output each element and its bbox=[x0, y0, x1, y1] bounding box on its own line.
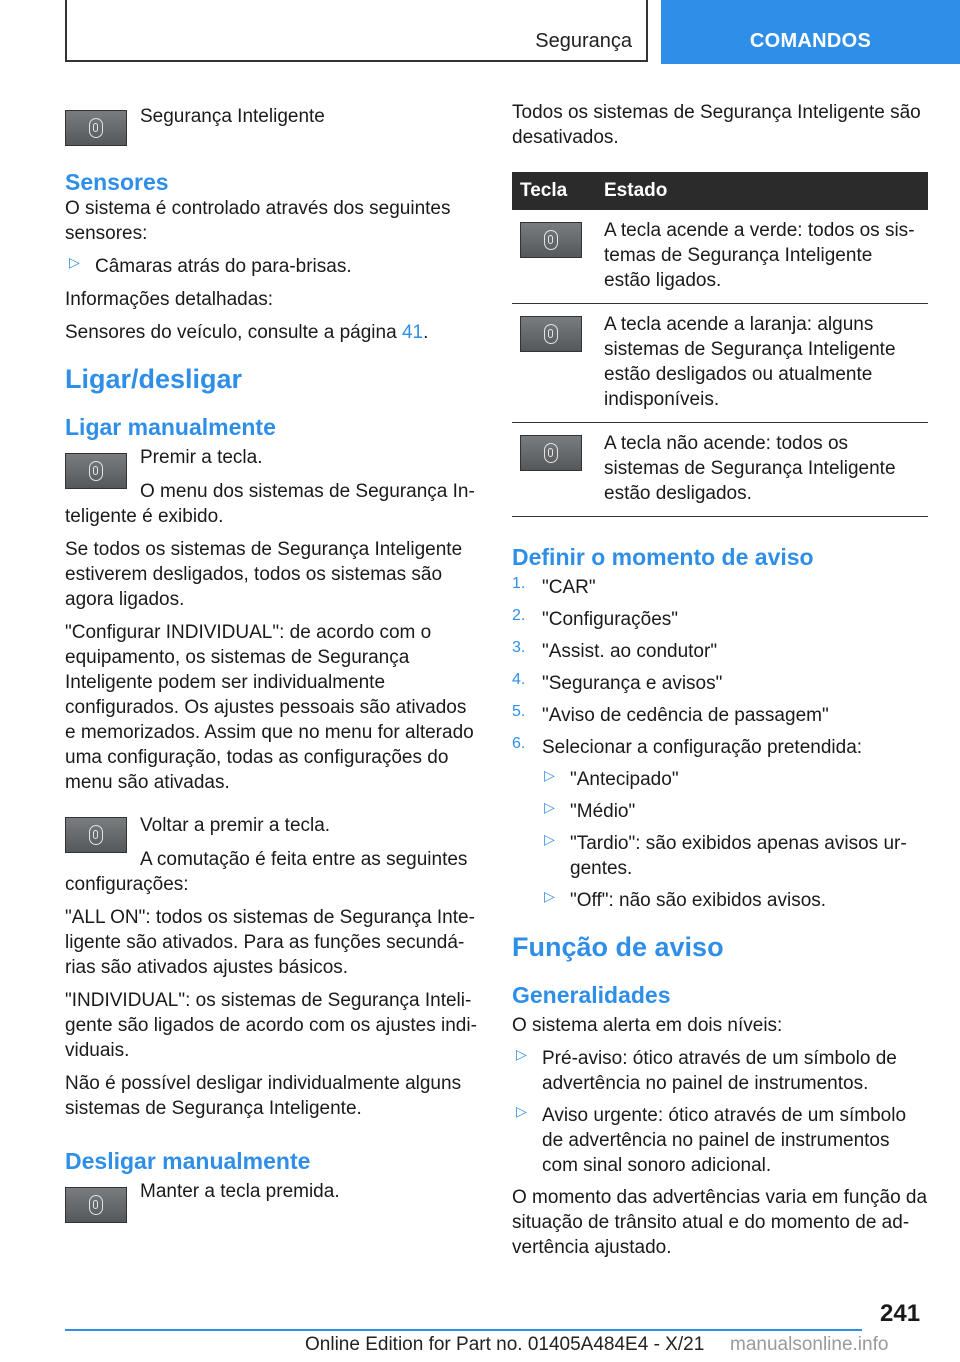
assist-button-icon bbox=[544, 324, 558, 344]
triangle-bullet-icon: ▷ bbox=[544, 888, 555, 904]
heading-generalidades: Generalidades bbox=[512, 982, 671, 1008]
table-cell-state: A tecla não acende: todos os sistemas de Segurança Inteligente estão desligados. bbox=[596, 423, 928, 517]
table-cell-state: A tecla acende a laranja: alguns sistemas de Segurança Inteligente estão desligados ou atualmente indisponíveis. bbox=[596, 304, 928, 423]
table-row bbox=[512, 210, 928, 304]
step-text: Selecionar a configuração pretendida: bbox=[542, 737, 863, 758]
step-text: "Aviso de cedência de passagem" bbox=[542, 705, 829, 726]
assist-button-icon bbox=[89, 118, 103, 138]
menu-shown-text: O menu dos sistemas de Segurança Inteligente é exibido. bbox=[65, 481, 475, 527]
list-item bbox=[512, 703, 928, 728]
table-cell-state: A tecla acende a verde: todos os sistemas de Segurança Inteligente estão ligados. bbox=[596, 210, 928, 304]
list-item bbox=[512, 831, 928, 881]
list-item bbox=[65, 254, 477, 279]
heading-desligar-manualmente: Desligar manualmente bbox=[65, 1148, 311, 1174]
all-disabled-text: Todos os sistemas de Segurança Inteligente são desativados. bbox=[512, 102, 921, 148]
safety-button-image bbox=[65, 1187, 127, 1223]
list-item bbox=[512, 735, 928, 760]
triangle-bullet-icon: ▷ bbox=[69, 254, 80, 270]
step-number: 5. bbox=[512, 703, 526, 720]
page-reference-end: . bbox=[423, 322, 429, 343]
warning-level-text: Pré-aviso: ótico através de um símbolo de advertência no painel de instrumentos. bbox=[542, 1048, 897, 1094]
step-number: 1. bbox=[512, 575, 526, 592]
button-instruction bbox=[65, 445, 477, 483]
list-item bbox=[512, 1046, 928, 1096]
list-item bbox=[512, 767, 928, 792]
key-state-table bbox=[512, 172, 928, 517]
intro-label: Segurança Inteligente bbox=[140, 106, 325, 127]
triangle-bullet-icon: ▷ bbox=[516, 1103, 527, 1119]
warning-timing-text: O momento das advertências varia em função da situação de trânsito atual e do momento de advertência ajustado. bbox=[512, 1187, 928, 1258]
table-cell-key bbox=[512, 210, 596, 304]
list-item bbox=[512, 1103, 928, 1178]
all-off-text: Se todos os sistemas de Segurança Inteligente estiverem desligados, todos os sistemas são agora ligados. bbox=[65, 539, 463, 610]
press-again-text: Voltar a premir a tecla. bbox=[140, 815, 331, 836]
safety-button-image bbox=[65, 453, 127, 489]
substep-text: "Médio" bbox=[570, 801, 636, 822]
safety-button-image bbox=[520, 435, 582, 471]
header-chapter-tab[interactable] bbox=[661, 0, 960, 64]
step-text: "Assist. ao condutor" bbox=[542, 641, 718, 662]
safety-button-image bbox=[520, 222, 582, 258]
assist-button-icon bbox=[544, 230, 558, 250]
left-column bbox=[65, 100, 477, 1217]
table-header-row bbox=[512, 172, 928, 210]
safety-button-image bbox=[65, 110, 127, 146]
table-cell-key bbox=[512, 304, 596, 423]
step-text: "Segurança e avisos" bbox=[542, 673, 723, 694]
not-possible-text: Não é possível desligar individualmente alguns sistemas de Segurança Inteligente. bbox=[65, 1073, 462, 1119]
triangle-bullet-icon: ▷ bbox=[544, 799, 555, 815]
two-levels-text: O sistema alerta em dois níveis: bbox=[512, 1015, 783, 1036]
list-item bbox=[512, 799, 928, 824]
step-number: 3. bbox=[512, 639, 526, 656]
table-header-estado: Estado bbox=[596, 172, 928, 210]
heading-funcao-aviso: Função de aviso bbox=[512, 932, 724, 962]
step-number: 4. bbox=[512, 671, 526, 688]
page-reference-text: Sensores do veículo, consulte a página bbox=[65, 322, 402, 343]
right-column bbox=[512, 100, 928, 1260]
list-item bbox=[512, 575, 928, 600]
detail-label: Informações detalhadas: bbox=[65, 289, 274, 310]
press-key-text: Premir a tecla. bbox=[140, 447, 263, 468]
step-number: 6. bbox=[512, 735, 526, 752]
substep-text: "Off": não são exibidos avisos. bbox=[570, 890, 827, 911]
individual-config-text: "Configurar INDIVIDUAL": de acordo com o equipamento, os sistemas de Segurança Inteligente podem ser individualmente configurados. Os ajustes pessoais são ativados e memorizados. Assim que no menu for alterado uma configuração, todas as configurações do menu são ativadas. bbox=[65, 622, 474, 793]
step-number: 2. bbox=[512, 607, 526, 624]
substep-text: "Antecipado" bbox=[570, 769, 679, 790]
switch-configs-text: A comutação é feita entre as seguintes configurações: bbox=[65, 849, 468, 895]
heading-ligar-desligar: Ligar/desligar bbox=[65, 364, 243, 394]
page-number: 241 bbox=[880, 1300, 921, 1327]
warning-level-text: Aviso urgente: ótico através de um símbolo de advertência no painel de instrumentos com sinal sonoro adicional. bbox=[542, 1105, 907, 1176]
step-text: "CAR" bbox=[542, 577, 596, 598]
sensores-bullet: Câmaras atrás do para-brisas. bbox=[95, 256, 352, 277]
heading-definir-aviso: Definir o momento de aviso bbox=[512, 544, 814, 570]
substep-text: "Tardio": são exibidos apenas avisos urgentes. bbox=[570, 833, 907, 879]
step-text: "Configurações" bbox=[542, 609, 679, 630]
footer-divider bbox=[65, 1329, 862, 1331]
header-chapter-title: COMANDOS bbox=[749, 30, 872, 52]
heading-ligar-manualmente: Ligar manualmente bbox=[65, 414, 276, 440]
footer-watermark: manualsonline.info bbox=[730, 1334, 889, 1355]
assist-button-icon bbox=[89, 1195, 103, 1215]
table-header-tecla: Tecla bbox=[512, 172, 596, 210]
page-reference bbox=[65, 320, 477, 345]
table-row bbox=[512, 423, 928, 517]
header-section-title: Segurança bbox=[535, 30, 632, 52]
assist-button-icon bbox=[89, 461, 103, 481]
button-instruction bbox=[65, 813, 477, 851]
list-item bbox=[512, 607, 928, 632]
header-section-box bbox=[65, 0, 648, 62]
button-instruction bbox=[65, 1179, 477, 1217]
list-item bbox=[512, 671, 928, 696]
all-on-text: "ALL ON": todos os sistemas de Segurança Inteligente são ativados. Para as funções secundárias são ativados ajustes básicos. bbox=[65, 907, 475, 978]
assist-button-icon bbox=[544, 443, 558, 463]
hold-key-text: Manter a tecla premida. bbox=[140, 1181, 340, 1202]
triangle-bullet-icon: ▷ bbox=[544, 831, 555, 847]
sensores-paragraph: O sistema é controlado através dos seguintes sensores: bbox=[65, 198, 451, 244]
table-cell-key bbox=[512, 423, 596, 517]
footer-edition: Online Edition for Part no. 01405A484E4 - X/21 bbox=[305, 1334, 705, 1355]
triangle-bullet-icon: ▷ bbox=[516, 1046, 527, 1062]
page-link[interactable]: 41 bbox=[401, 322, 424, 343]
list-item bbox=[512, 888, 928, 913]
safety-button-image bbox=[65, 817, 127, 853]
list-item bbox=[512, 639, 928, 664]
heading-sensores: Sensores bbox=[65, 169, 169, 195]
safety-button-image bbox=[520, 316, 582, 352]
table-row bbox=[512, 304, 928, 423]
assist-button-icon bbox=[89, 825, 103, 845]
individual-text: "INDIVIDUAL": os sistemas de Segurança Inteligente são ligados de acordo com os ajustes individuais. bbox=[65, 990, 477, 1061]
triangle-bullet-icon: ▷ bbox=[544, 767, 555, 783]
